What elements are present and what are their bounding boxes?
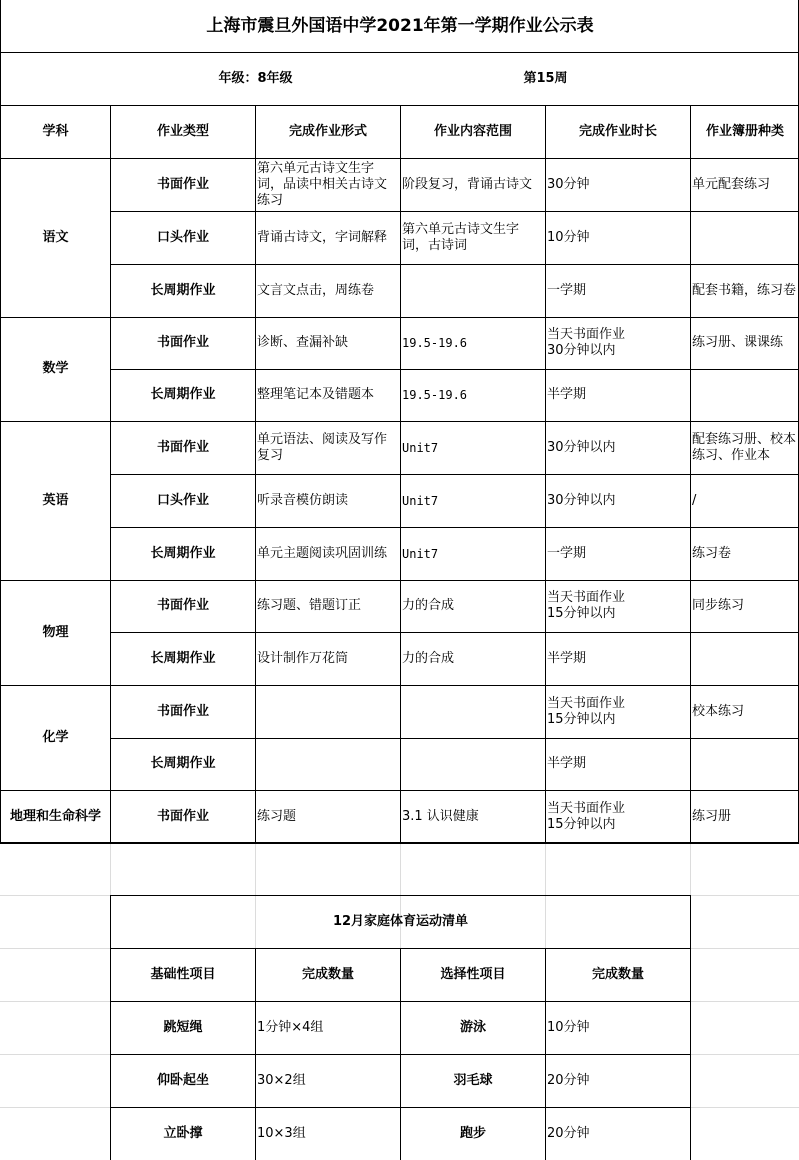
homework-type: 长周期作业: [150, 545, 216, 561]
duration: 当天书面作业 30分钟以内: [547, 327, 626, 358]
workbook-type: 练习册: [692, 808, 732, 824]
homework-form: 第六单元古诗文生字词，品读中相关古诗文练习: [257, 160, 388, 208]
content-scope: Unit7: [402, 546, 439, 561]
pe-header: 完成数量: [591, 966, 644, 982]
workbook-type: [690, 738, 799, 790]
homework-type: 长周期作业: [150, 387, 216, 402]
grade-label: 年级：8年级: [218, 70, 293, 86]
homework-type: 书面作业: [156, 335, 209, 350]
workbook-type: 练习卷: [692, 545, 732, 561]
pe-optional-amount: 20分钟: [547, 1072, 590, 1088]
pe-optional-amount: 10分钟: [547, 1019, 590, 1035]
homework-form: 文言文点击，周练卷: [257, 282, 375, 298]
content-scope: [400, 738, 545, 790]
subject-name: 数学: [42, 361, 69, 376]
table-border: [690, 895, 691, 1160]
homework-type: 书面作业: [156, 176, 209, 192]
pe-basic-item: 仰卧起坐: [156, 1072, 209, 1088]
content-scope: 力的合成: [402, 650, 455, 666]
homework-type: 书面作业: [156, 598, 209, 613]
homework-form: 整理笔记本及错题本: [257, 387, 375, 402]
duration: 一学期: [547, 545, 587, 561]
pe-header: 选择性项目: [440, 966, 506, 982]
content-scope: 力的合成: [402, 598, 455, 613]
table-border: [0, 843, 799, 844]
pe-basic-amount: 1分钟×4组: [257, 1019, 324, 1035]
homework-form: [255, 738, 400, 790]
homework-type: 书面作业: [156, 703, 209, 719]
homework-type: 口头作业: [156, 229, 209, 245]
homework-type: 口头作业: [156, 492, 209, 508]
duration: 半学期: [547, 756, 587, 771]
homework-type: 书面作业: [156, 808, 209, 824]
subject-name: 化学: [42, 729, 69, 745]
homework-form: 诊断、查漏补缺: [257, 335, 349, 350]
homework-type: 长周期作业: [150, 650, 216, 666]
column-header: 作业簿册种类: [705, 123, 784, 139]
homework-type: 书面作业: [156, 439, 209, 455]
workbook-type: 配套练习册、校本练习、作业本: [692, 431, 797, 463]
content-scope: 第六单元古诗文生字词，古诗词: [402, 221, 520, 253]
homework-form: 设计制作万花筒: [257, 650, 349, 666]
pe-optional-item: 游泳: [459, 1019, 486, 1035]
workbook-type: 配套书籍，练习卷: [692, 282, 797, 298]
column-header: 作业内容范围: [433, 123, 512, 139]
duration: 30分钟以内: [547, 439, 616, 455]
workbook-type: 同步练习: [692, 598, 745, 613]
subject-name: 地理和生命科学: [9, 808, 101, 824]
pe-optional-item: 羽毛球: [453, 1072, 493, 1088]
week-label: 第15周: [523, 70, 568, 86]
column-header: 完成作业形式: [288, 123, 367, 139]
pe-basic-item: 立卧撑: [163, 1125, 203, 1141]
content-scope: [400, 685, 545, 738]
duration: 半学期: [547, 650, 587, 666]
duration: 30分钟: [547, 176, 590, 192]
pe-basic-amount: 10×3组: [257, 1125, 306, 1141]
duration: 当天书面作业 15分钟以内: [547, 695, 626, 727]
homework-form: 单元语法、阅读及写作复习: [257, 431, 388, 463]
content-scope: 19.5-19.6: [402, 388, 468, 402]
duration: 30分钟以内: [547, 492, 616, 508]
pe-title: 12月家庭体育运动清单: [332, 913, 469, 929]
homework-form: [255, 685, 400, 738]
subject-name: 英语: [42, 492, 69, 508]
homework-form: 单元主题阅读巩固训练: [257, 545, 388, 561]
page-title: 上海市震旦外国语中学2021年第一学期作业公示表: [206, 16, 594, 36]
subject-name: 物理: [42, 624, 69, 640]
duration: 一学期: [547, 282, 587, 298]
duration: 半学期: [547, 387, 587, 402]
duration: 当天书面作业 15分钟以内: [547, 590, 626, 621]
content-scope: 3.1 认识健康: [402, 808, 479, 824]
homework-type: 长周期作业: [150, 756, 216, 771]
pe-optional-item: 跑步: [459, 1125, 486, 1141]
homework-form: 听录音模仿朗读: [257, 492, 349, 508]
column-header: 学科: [42, 123, 69, 139]
pe-basic-amount: 30×2组: [257, 1072, 306, 1088]
pe-optional-amount: 20分钟: [547, 1125, 590, 1141]
workbook-type: [690, 632, 799, 685]
homework-form: 练习题、错题订正: [257, 598, 362, 613]
subject-name: 语文: [42, 229, 69, 245]
duration: 10分钟: [547, 229, 590, 245]
workbook-type: 校本练习: [692, 703, 745, 719]
homework-form: 背诵古诗文，字词解释: [257, 229, 388, 245]
workbook-type: 单元配套练习: [692, 176, 771, 192]
homework-form: 练习题: [257, 808, 297, 824]
pe-header: 基础性项目: [150, 966, 216, 982]
content-scope: 19.5-19.6: [402, 336, 468, 350]
workbook-type: [690, 211, 799, 264]
homework-type: 长周期作业: [150, 282, 216, 298]
content-scope: Unit7: [402, 493, 439, 508]
workbook-type: [690, 369, 799, 421]
pe-header: 完成数量: [301, 966, 354, 982]
content-scope: Unit7: [402, 440, 439, 455]
workbook-type: 练习册、课课练: [692, 335, 784, 350]
duration: 当天书面作业 15分钟以内: [547, 800, 626, 832]
column-header: 完成作业时长: [578, 123, 657, 139]
content-scope: [400, 264, 545, 317]
pe-basic-item: 跳短绳: [163, 1019, 203, 1035]
workbook-type: /: [692, 492, 697, 508]
content-scope: 阶段复习，背诵古诗文: [402, 176, 533, 192]
column-header: 作业类型: [156, 123, 209, 139]
